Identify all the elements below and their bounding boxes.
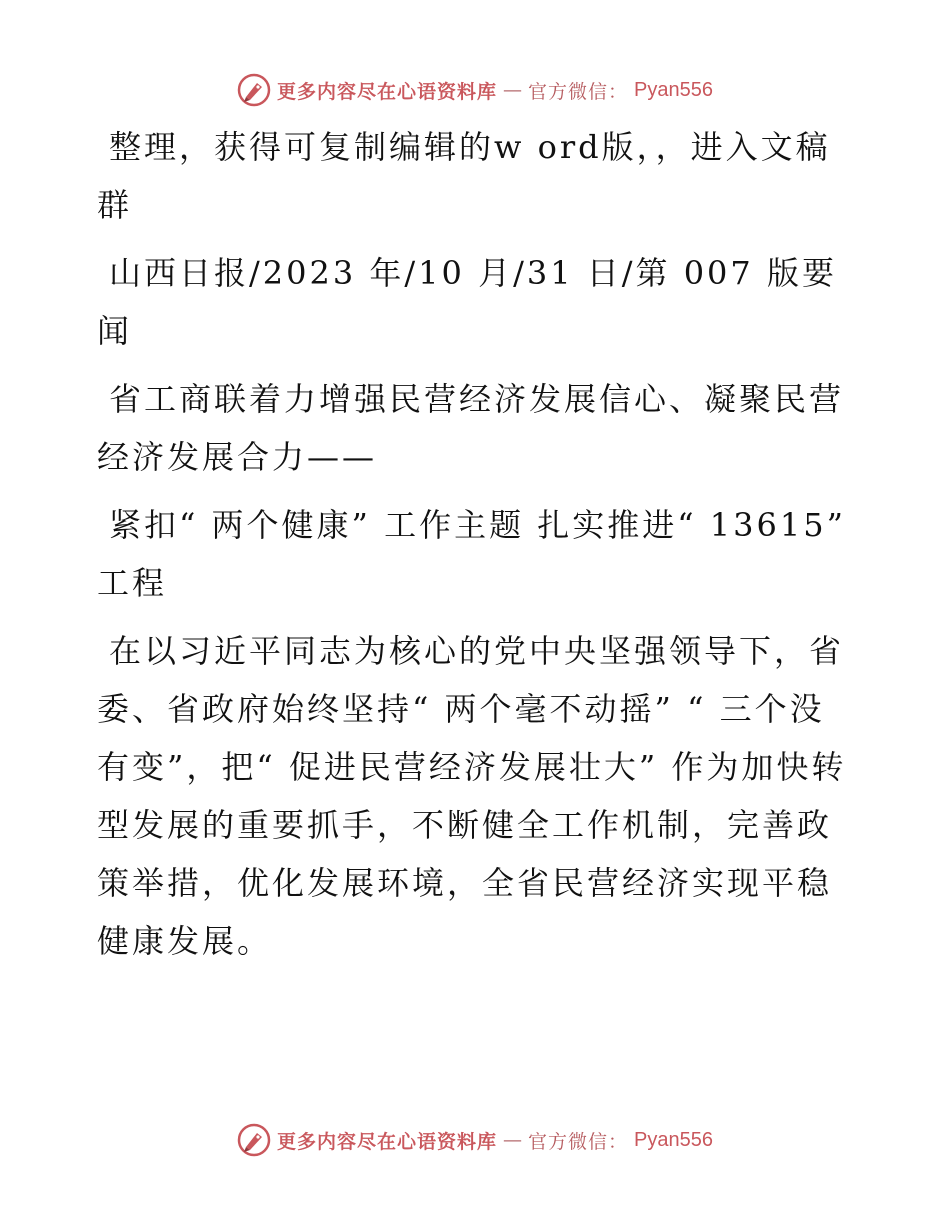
body-paragraph: 在以习近平同志为核心的党中央坚强领导下，省委、省政府始终坚持“ 两个毫不动摇” “ 三个没有变”，把“ 促进民营经济发展壮大” 作为加快转型发展的重要抓手，不断健全工作机制，完善政策举措，优化发展环境，全省民营经济实现平稳健康发展。 bbox=[97, 632, 847, 960]
header-banner bbox=[0, 70, 950, 110]
footer-wechat-id: Pyan556 bbox=[634, 1128, 713, 1151]
pen-nib-icon bbox=[237, 1123, 271, 1157]
footer-site-name: 更多内容尽在心语资料库 bbox=[277, 1130, 498, 1153]
footer-separator: — bbox=[503, 1129, 523, 1151]
source-line: 山西日报/2023 年/10 月/31 日/第 007 版要闻 bbox=[97, 254, 837, 350]
header-site-name: 更多内容尽在心语资料库 bbox=[277, 80, 498, 103]
headline: 省工商联着力增强民营经济发展信心、凝聚民营经济发展合力—— bbox=[97, 380, 845, 476]
subheadline: 紧扣“ 两个健康” 工作主题 扎实推进“ 13615” 工程 bbox=[97, 506, 846, 602]
header-separator: — bbox=[503, 79, 523, 101]
footer-banner bbox=[0, 1120, 950, 1160]
header-wechat-id: Pyan556 bbox=[634, 78, 713, 101]
document-body bbox=[97, 118, 853, 980]
pen-nib-icon bbox=[237, 73, 271, 107]
intro-paragraph: 整理，获得可复制编辑的w ord版，，进入文稿群 bbox=[97, 128, 831, 224]
header-wechat-label: 官方微信： bbox=[528, 80, 629, 103]
footer-wechat-label: 官方微信： bbox=[528, 1130, 629, 1153]
